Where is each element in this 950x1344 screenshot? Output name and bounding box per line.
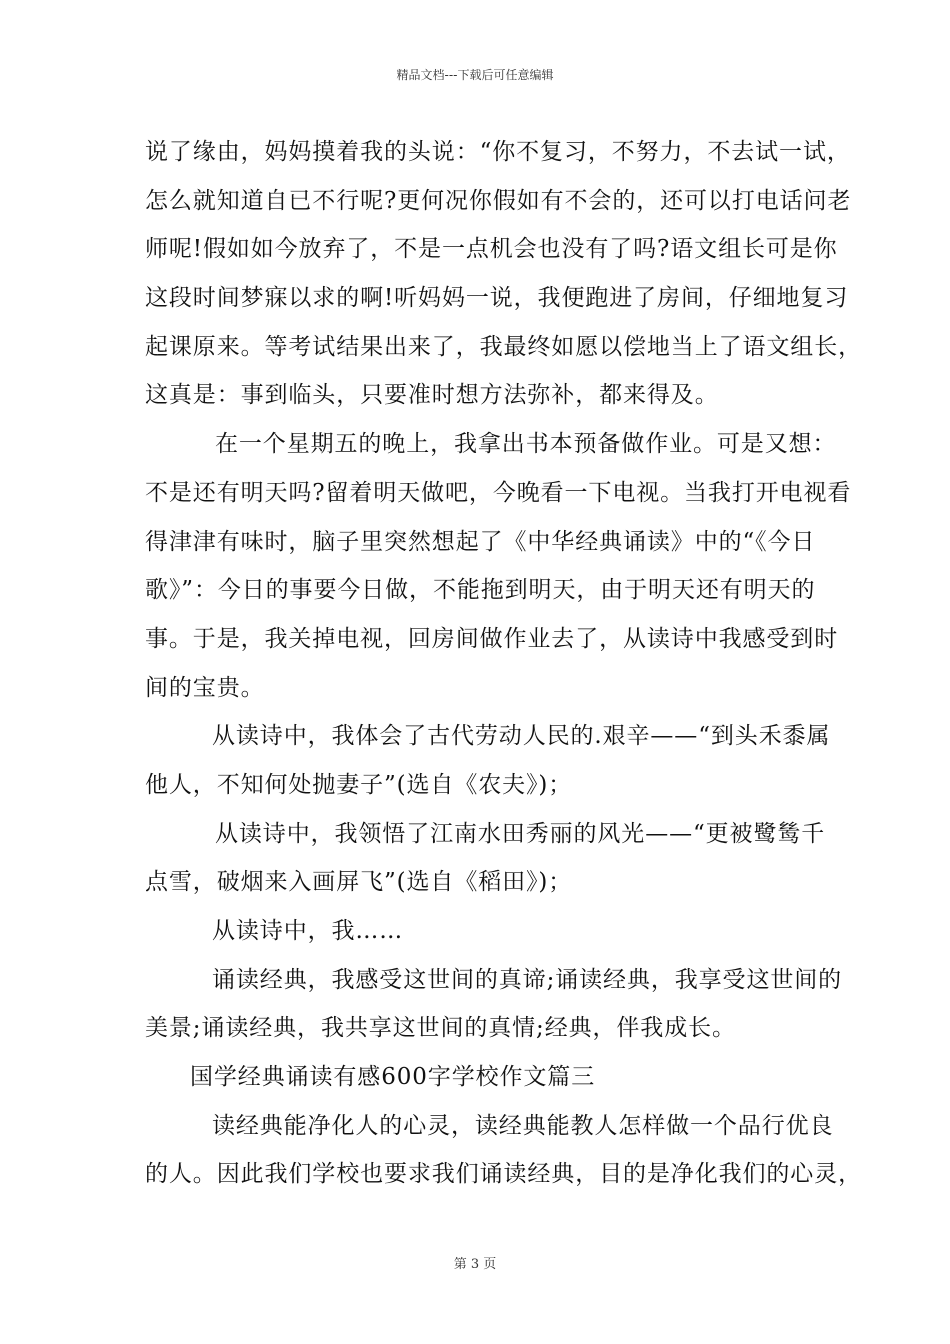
text-line: 师呢!假如如今放弃了，不是一点机会也没有了吗?语文组长可是你 bbox=[145, 236, 838, 263]
text-line: 不是还有明天吗?留着明天做吧，今晚看一下电视。当我打开电视看 bbox=[145, 479, 852, 506]
paragraph-start-line: 读经典能净化人的心灵，读经典能教人怎样做一个品行优良 bbox=[212, 1112, 834, 1139]
text-line: 点雪，破烟来入画屏飞”(选自《稻田》)； bbox=[145, 869, 573, 896]
text-line: 怎么就知道自已不行呢?更何况你假如有不会的，还可以打电话问老 bbox=[145, 187, 852, 214]
page-number: 第 3 页 bbox=[453, 1257, 497, 1272]
text-line: 说了缘由，妈妈摸着我的头说：“你不复习，不努力，不去试一试， bbox=[145, 139, 851, 165]
text-line: 得津津有味时，脑子里突然想起了《中华经典诵读》中的“《今日 bbox=[145, 528, 816, 555]
paragraph-start-line: 从读诗中，我体会了古代劳动人民的.艰辛——“到头禾黍属 bbox=[212, 723, 831, 750]
text-line: 美景;诵读经典，我共享这世间的真情;经典，伴我成长。 bbox=[145, 1015, 736, 1042]
text-line: 这真是：事到临头，只要准时想方法弥补，都来得及。 bbox=[145, 382, 719, 409]
text-line: 歌》”：今日的事要今日做，不能拖到明天，由于明天还有明天的 bbox=[145, 577, 816, 604]
page-header: 精品文档---下载后可任意编辑 bbox=[396, 68, 554, 82]
text-line: 的人。因此我们学校也要求我们诵读经典，目的是净化我们的心灵， bbox=[145, 1161, 862, 1188]
text-line: 这段时间梦寐以求的啊!听妈妈一说，我便跑进了房间，仔细地复习 bbox=[145, 285, 849, 312]
paragraph-start-line: 诵读经典，我感受这世间的真谛;诵读经典，我享受这世间的 bbox=[212, 966, 843, 993]
paragraph-start-line: 在一个星期五的晚上，我拿出书本预备做作业。可是又想： bbox=[215, 431, 837, 458]
section-title: 国学经典诵读有感600字学校作文篇三 bbox=[190, 1064, 596, 1091]
text-line: 间的宝贵。 bbox=[145, 674, 265, 701]
text-line: 起课原来。等考试结果出来了，我最终如愿以偿地当上了语文组长， bbox=[145, 333, 862, 360]
text-line: 事。于是，我关掉电视，回房间做作业去了，从读诗中我感受到时 bbox=[145, 625, 839, 652]
text-line: 他人，不知何处抛妻子”(选自《农夫》)； bbox=[145, 771, 573, 798]
body-text bbox=[145, 128, 862, 1199]
paragraph-start-line: 从读诗中，我…… bbox=[212, 918, 404, 944]
paragraph-start-line: 从读诗中，我领悟了江南水田秀丽的风光——“更被鹭鸶千 bbox=[215, 820, 826, 847]
